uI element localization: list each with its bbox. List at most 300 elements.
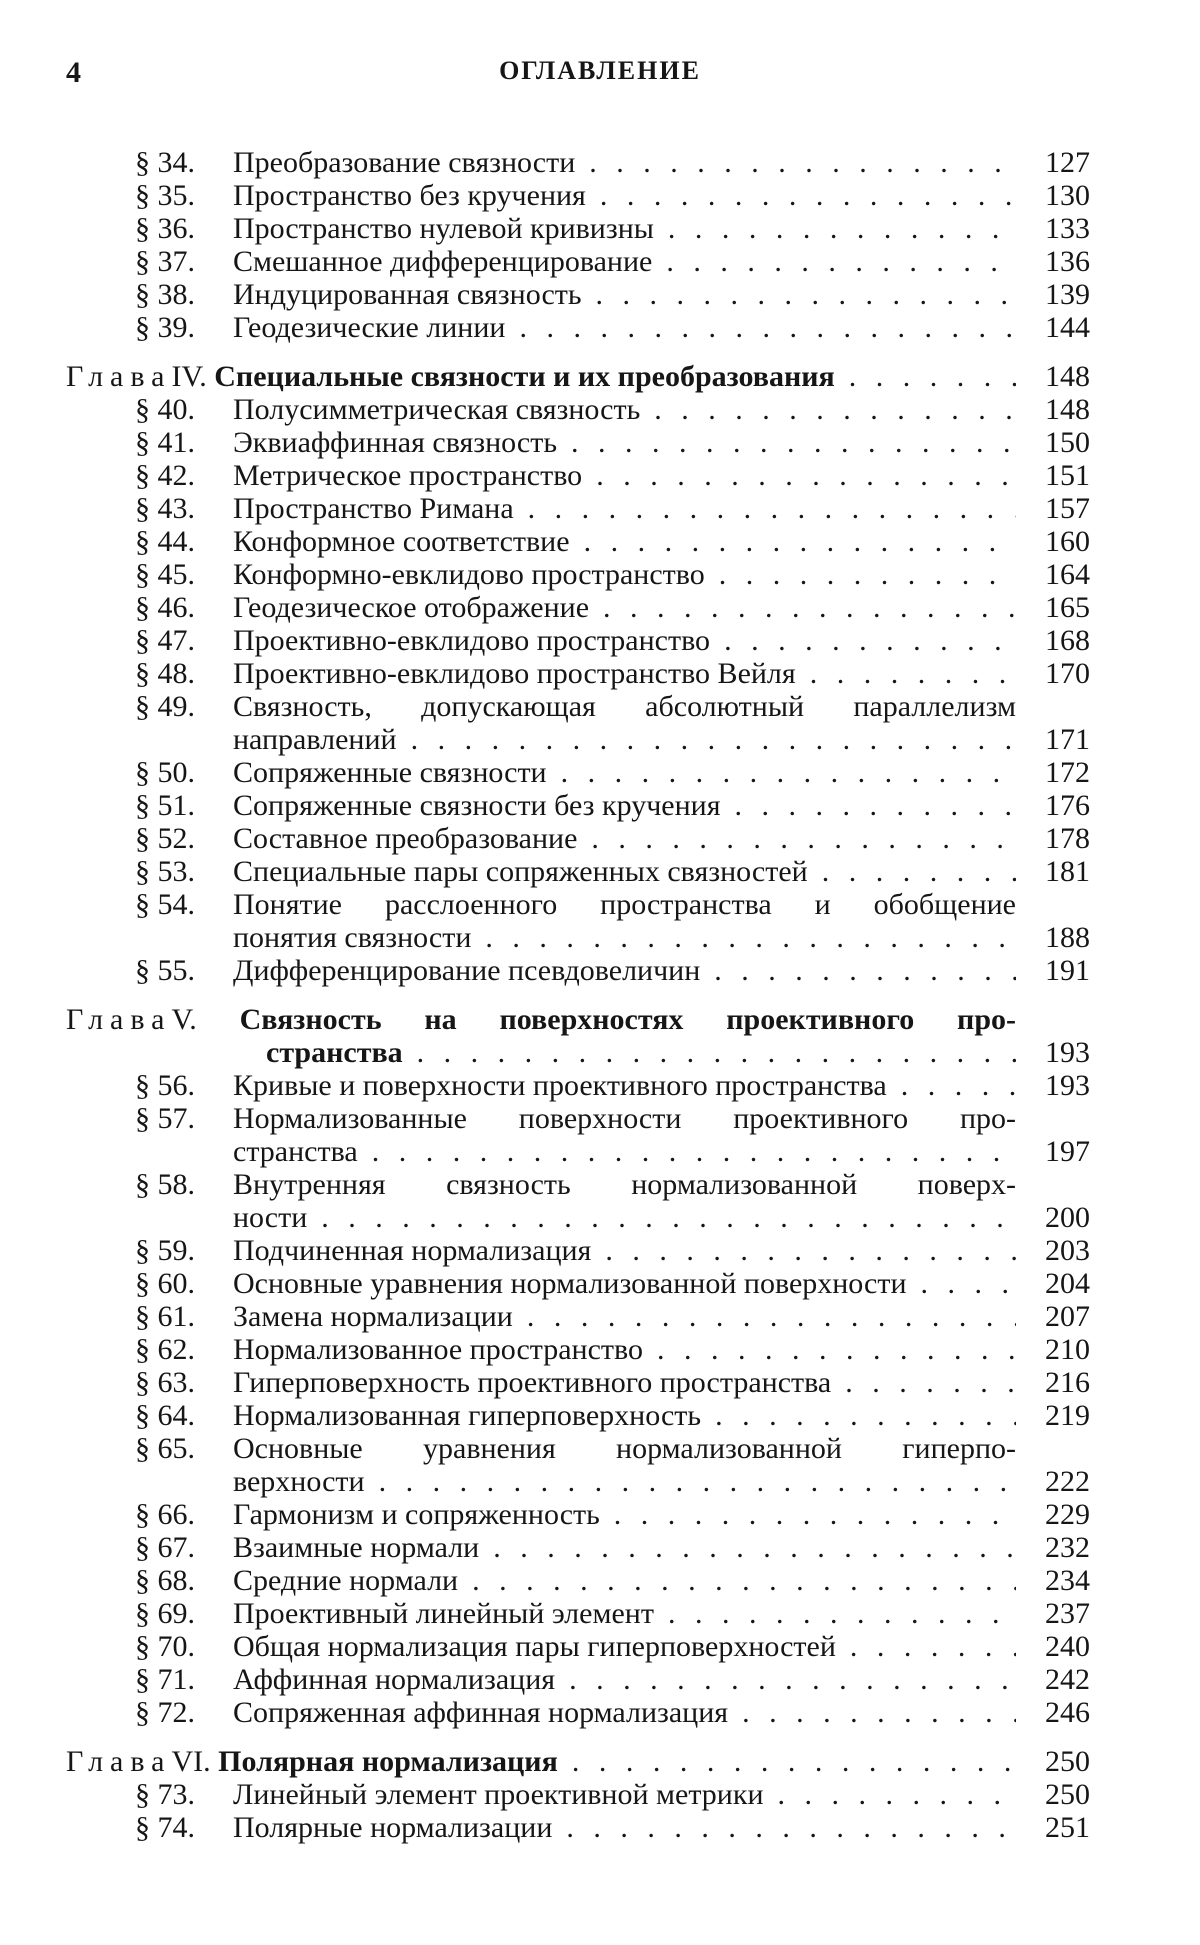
dot-leader <box>721 789 1017 822</box>
toc-section-entry <box>135 1778 1090 1811</box>
entry-title-line <box>233 591 1016 624</box>
page-reference: 164 <box>1045 558 1090 591</box>
page-reference: 160 <box>1045 525 1090 558</box>
chapter-title: Специальные связности и их преобразования <box>206 360 835 393</box>
chapter-label: Глава <box>66 1003 172 1036</box>
toc-entry-body <box>233 558 1016 591</box>
section-title: Связность, допускающая абсолютный параллелизм <box>233 690 1016 723</box>
toc-entry-body <box>233 245 1016 278</box>
section-title: Понятие расслоенного пространства и обобщение <box>233 888 1016 921</box>
toc-section-entry <box>135 146 1090 179</box>
toc-entry-body <box>233 1366 1016 1399</box>
page-reference: 216 <box>1045 1366 1090 1399</box>
section-title: Гармонизм и сопряженность <box>233 1498 600 1531</box>
page-reference: 168 <box>1045 624 1090 657</box>
page-number: 4 <box>66 56 81 89</box>
dot-leader <box>358 1135 1016 1168</box>
toc-entry-body <box>233 954 1016 987</box>
page-reference: 188 <box>1045 921 1090 954</box>
table-of-contents <box>0 146 1200 1844</box>
entry-title-line <box>233 1778 1016 1811</box>
toc-entry-body <box>233 888 1016 954</box>
toc-chapter-entry <box>66 1003 1090 1069</box>
toc-section-entry <box>135 426 1090 459</box>
toc-section-entry <box>135 179 1090 212</box>
section-title: Сопряженные связности <box>233 756 547 789</box>
page-reference: 133 <box>1045 212 1090 245</box>
dot-leader <box>643 1333 1016 1366</box>
section-number: § 67. <box>135 1531 195 1564</box>
dot-leader <box>471 921 1016 954</box>
dot-leader <box>403 1036 1016 1069</box>
toc-section-entry <box>135 690 1090 756</box>
page-reference: 193 <box>1045 1069 1090 1102</box>
toc-entry-body <box>233 311 1016 344</box>
toc-entry-body <box>233 212 1016 245</box>
entry-title-line <box>233 690 1016 723</box>
section-title: странства <box>233 1135 358 1168</box>
page-reference: 157 <box>1045 492 1090 525</box>
page-reference: 250 <box>1045 1745 1090 1778</box>
section-title: понятия связности <box>233 921 472 954</box>
section-title: Эквиаффинная связность <box>233 426 558 459</box>
section-title: направлений <box>233 723 397 756</box>
section-number: § 45. <box>135 558 195 591</box>
entry-title-line <box>233 1630 1016 1663</box>
dot-leader <box>365 1465 1016 1498</box>
entry-title-line <box>233 393 1016 426</box>
dot-leader <box>505 311 1016 344</box>
page-reference: 148 <box>1045 393 1090 426</box>
entry-title-line <box>233 1597 1016 1630</box>
section-title: Индуцированная связность <box>233 278 582 311</box>
dot-leader <box>397 723 1016 756</box>
section-title: Основные уравнения нормализованной поверхности <box>233 1267 907 1300</box>
dot-leader <box>652 245 1016 278</box>
page-reference: 151 <box>1045 459 1090 492</box>
toc-entry-body <box>233 1531 1016 1564</box>
dot-leader <box>728 1696 1016 1729</box>
section-title: Конформное соответствие <box>233 525 570 558</box>
toc-entry-body <box>233 789 1016 822</box>
section-number: § 61. <box>135 1300 195 1333</box>
section-title: Проективно-евклидово пространство Вейля <box>233 657 796 690</box>
entry-title-line <box>233 1102 1016 1135</box>
toc-section-entry <box>135 1333 1090 1366</box>
page-reference: 203 <box>1045 1234 1090 1267</box>
toc-chapter-entry <box>66 1745 1090 1778</box>
page-reference: 240 <box>1045 1630 1090 1663</box>
toc-section-entry <box>135 459 1090 492</box>
dot-leader <box>307 1201 1016 1234</box>
entry-title-line <box>233 1399 1016 1432</box>
dot-leader <box>575 146 1016 179</box>
section-title: ности <box>233 1201 308 1234</box>
toc-section-entry <box>135 1234 1090 1267</box>
toc-entry-body <box>233 1102 1016 1168</box>
page-reference: 130 <box>1045 179 1090 212</box>
section-title: Проективно-евклидово пространство <box>233 624 711 657</box>
section-title: Полярные нормализации <box>233 1811 553 1844</box>
page-reference: 219 <box>1045 1399 1090 1432</box>
section-title: Замена нормализации <box>233 1300 513 1333</box>
toc-entry-body <box>233 1432 1016 1498</box>
dot-leader <box>700 954 1016 987</box>
section-number: § 44. <box>135 525 195 558</box>
page-reference: 178 <box>1045 822 1090 855</box>
chapter-title: странства <box>266 1036 403 1069</box>
section-title: Сопряженная аффинная нормализация <box>233 1696 729 1729</box>
toc-entry-body <box>66 1745 1016 1778</box>
section-number: § 52. <box>135 822 195 855</box>
section-number: § 34. <box>135 146 195 179</box>
toc-section-entry <box>135 591 1090 624</box>
section-title: Геодезическое отображение <box>233 591 590 624</box>
dot-leader <box>513 1300 1016 1333</box>
dot-leader <box>591 1234 1016 1267</box>
dot-leader <box>654 212 1016 245</box>
chapter-gap <box>0 344 1200 360</box>
entry-title-line <box>233 492 1016 525</box>
section-title: Пространство нулевой кривизны <box>233 212 654 245</box>
dot-leader <box>558 1745 1016 1778</box>
toc-entry-body <box>233 426 1016 459</box>
page-reference: 136 <box>1045 245 1090 278</box>
toc-entry-body <box>233 822 1016 855</box>
entry-title-line <box>233 1234 1016 1267</box>
toc-entry-body <box>233 1234 1016 1267</box>
toc-section-entry <box>135 1564 1090 1597</box>
page-reference: 232 <box>1045 1531 1090 1564</box>
entry-title-line <box>233 426 1016 459</box>
page-reference: 139 <box>1045 278 1090 311</box>
chapter-gap <box>0 1729 1200 1745</box>
dot-leader <box>570 525 1016 558</box>
toc-entry-body <box>233 525 1016 558</box>
toc-section-entry <box>135 393 1090 426</box>
dot-leader <box>586 179 1016 212</box>
section-number: § 63. <box>135 1366 195 1399</box>
toc-entry-body <box>233 1333 1016 1366</box>
toc-section-entry <box>135 822 1090 855</box>
section-title: Конформно-евклидово пространство <box>233 558 705 591</box>
section-number: § 53. <box>135 855 195 888</box>
page-reference: 246 <box>1045 1696 1090 1729</box>
chapter-number: IV. <box>171 360 207 393</box>
toc-section-entry <box>135 657 1090 690</box>
section-number: § 64. <box>135 1399 195 1432</box>
page-reference: 191 <box>1045 954 1090 987</box>
section-title: верхности <box>233 1465 365 1498</box>
section-title: Смешанное дифференцирование <box>233 245 653 278</box>
section-title: Пространство без кручения <box>233 179 586 212</box>
toc-section-entry <box>135 1597 1090 1630</box>
page-reference: 242 <box>1045 1663 1090 1696</box>
page-reference: 144 <box>1045 311 1090 344</box>
page-reference: 251 <box>1045 1811 1090 1844</box>
section-title: Составное преобразование <box>233 822 578 855</box>
toc-section-entry <box>135 1102 1090 1168</box>
entry-title-line <box>233 1069 1016 1102</box>
toc-entry-body <box>233 1696 1016 1729</box>
toc-section-entry <box>135 756 1090 789</box>
page-reference: 200 <box>1045 1201 1090 1234</box>
dot-leader <box>835 360 1016 393</box>
section-title: Преобразование связности <box>233 146 576 179</box>
page-reference: 170 <box>1045 657 1090 690</box>
running-head: ОГЛАВЛЕНИЕ <box>499 56 701 85</box>
toc-section-entry <box>135 789 1090 822</box>
section-number: § 38. <box>135 278 195 311</box>
toc-entry-body <box>233 393 1016 426</box>
entry-title-line <box>233 311 1016 344</box>
toc-entry-body <box>233 1069 1016 1102</box>
section-title: Нормализованная гиперповерхность <box>233 1399 702 1432</box>
dot-leader <box>547 756 1016 789</box>
toc-entry-body <box>233 690 1016 756</box>
dot-leader <box>705 558 1016 591</box>
section-title: Внутренняя связность нормализованной поверх- <box>233 1168 1016 1201</box>
toc-entry-body <box>233 1663 1016 1696</box>
toc-section-entry <box>135 558 1090 591</box>
entry-title-line <box>233 245 1016 278</box>
entry-title-line <box>233 1366 1016 1399</box>
section-number: § 74. <box>135 1811 195 1844</box>
toc-chapter-entry <box>66 360 1090 393</box>
toc-entry-body <box>233 855 1016 888</box>
page-reference: 148 <box>1045 360 1090 393</box>
page-reference: 172 <box>1045 756 1090 789</box>
toc-entry-body <box>233 278 1016 311</box>
section-number: § 58. <box>135 1168 195 1201</box>
toc-section-entry <box>135 954 1090 987</box>
section-title: Средние нормали <box>233 1564 459 1597</box>
toc-section-entry <box>135 1531 1090 1564</box>
dot-leader <box>557 426 1016 459</box>
entry-title-line <box>233 855 1016 888</box>
section-title: Метрическое пространство <box>233 459 583 492</box>
toc-section-entry <box>135 1696 1090 1729</box>
dot-leader <box>887 1069 1016 1102</box>
entry-title-line <box>233 954 1016 987</box>
toc-entry-body <box>66 360 1016 393</box>
entry-title-line <box>233 1663 1016 1696</box>
toc-entry-body <box>233 1168 1016 1234</box>
page-reference: 222 <box>1045 1465 1090 1498</box>
section-title: Основные уравнения нормализованной гиперпо- <box>233 1432 1016 1465</box>
toc-section-entry <box>135 1069 1090 1102</box>
entry-title-line <box>233 1333 1016 1366</box>
section-number: § 55. <box>135 954 195 987</box>
entry-title-line <box>66 1745 1016 1778</box>
toc-entry-body <box>233 657 1016 690</box>
page-reference: 181 <box>1045 855 1090 888</box>
section-title: Подчиненная нормализация <box>233 1234 592 1267</box>
entry-title-line <box>233 756 1016 789</box>
entry-title-line <box>233 1135 1016 1168</box>
section-number: § 51. <box>135 789 195 822</box>
section-number: § 37. <box>135 245 195 278</box>
toc-section-entry <box>135 525 1090 558</box>
section-number: § 71. <box>135 1663 195 1696</box>
entry-title-line <box>233 146 1016 179</box>
toc-entry-body <box>233 459 1016 492</box>
dot-leader <box>640 393 1016 426</box>
entry-title-line <box>233 624 1016 657</box>
toc-entry-body <box>233 146 1016 179</box>
section-number: § 72. <box>135 1696 195 1729</box>
section-title: Взаимные нормали <box>233 1531 480 1564</box>
page-reference: 204 <box>1045 1267 1090 1300</box>
toc-section-entry <box>135 1399 1090 1432</box>
dot-leader <box>582 459 1016 492</box>
section-number: § 49. <box>135 690 195 723</box>
toc-section-entry <box>135 1366 1090 1399</box>
dot-leader <box>836 1630 1016 1663</box>
dot-leader <box>654 1597 1016 1630</box>
page-reference: 197 <box>1045 1135 1090 1168</box>
section-title: Общая нормализация пары гиперповерхностей <box>233 1630 836 1663</box>
dot-leader <box>589 591 1016 624</box>
entry-title-line <box>233 212 1016 245</box>
toc-section-entry <box>135 1432 1090 1498</box>
chapter-gap <box>0 987 1200 1003</box>
toc-section-entry <box>135 855 1090 888</box>
toc-entry-body <box>233 1399 1016 1432</box>
section-title: Сопряженные связности без кручения <box>233 789 721 822</box>
section-title: Полусимметрическая связность <box>233 393 641 426</box>
toc-section-entry <box>135 311 1090 344</box>
entry-title-line <box>233 1498 1016 1531</box>
dot-leader <box>831 1366 1016 1399</box>
toc-entry-body <box>233 756 1016 789</box>
section-number: § 42. <box>135 459 195 492</box>
dot-leader <box>555 1663 1016 1696</box>
entry-title-line <box>66 1003 1016 1036</box>
section-title: Геодезические линии <box>233 311 506 344</box>
entry-title-line <box>233 1300 1016 1333</box>
entry-title-line <box>233 278 1016 311</box>
section-title: Аффинная нормализация <box>233 1663 556 1696</box>
toc-section-entry <box>135 1663 1090 1696</box>
dot-leader <box>796 657 1016 690</box>
section-number: § 70. <box>135 1630 195 1663</box>
dot-leader <box>808 855 1016 888</box>
dot-leader <box>479 1531 1016 1564</box>
entry-title-line <box>233 1168 1016 1201</box>
section-number: § 39. <box>135 311 195 344</box>
entry-title-line <box>233 1267 1016 1300</box>
toc-entry-body <box>233 1300 1016 1333</box>
entry-title-line <box>233 1531 1016 1564</box>
section-number: § 62. <box>135 1333 195 1366</box>
toc-section-entry <box>135 492 1090 525</box>
toc-entry-body <box>233 1597 1016 1630</box>
entry-title-line <box>233 1811 1016 1844</box>
section-number: § 65. <box>135 1432 195 1465</box>
section-number: § 48. <box>135 657 195 690</box>
entry-title-line <box>233 1201 1016 1234</box>
toc-section-entry <box>135 212 1090 245</box>
entry-title-line <box>233 723 1016 756</box>
toc-entry-body <box>233 1564 1016 1597</box>
toc-section-entry <box>135 624 1090 657</box>
entry-title-line <box>233 789 1016 822</box>
dot-leader <box>514 492 1016 525</box>
entry-title-line <box>233 921 1016 954</box>
chapter-label: Глава <box>66 1745 172 1778</box>
entry-title-line <box>66 1036 1016 1069</box>
toc-section-entry <box>135 1498 1090 1531</box>
dot-leader <box>577 822 1016 855</box>
entry-title-line <box>233 888 1016 921</box>
entry-title-line <box>233 1432 1016 1465</box>
section-title: Проективный линейный элемент <box>233 1597 654 1630</box>
chapter-label: Глава <box>66 360 172 393</box>
section-number: § 59. <box>135 1234 195 1267</box>
entry-title-line <box>233 1564 1016 1597</box>
toc-entry-body <box>233 624 1016 657</box>
entry-title-line <box>233 179 1016 212</box>
chapter-number: V. <box>171 1003 197 1036</box>
page-reference: 165 <box>1045 591 1090 624</box>
dot-leader <box>710 624 1016 657</box>
entry-title-line <box>233 657 1016 690</box>
toc-entry-body <box>233 1630 1016 1663</box>
section-title: Нормализованное пространство <box>233 1333 643 1366</box>
toc-section-entry <box>135 1168 1090 1234</box>
section-number: § 66. <box>135 1498 195 1531</box>
chapter-number: VI. <box>171 1745 211 1778</box>
section-number: § 69. <box>135 1597 195 1630</box>
section-title: Нормализованные поверхности проективного про- <box>233 1102 1016 1135</box>
section-number: § 36. <box>135 212 195 245</box>
section-number: § 68. <box>135 1564 195 1597</box>
toc-entry-body <box>233 1267 1016 1300</box>
entry-title-line <box>233 1465 1016 1498</box>
page-reference: 234 <box>1045 1564 1090 1597</box>
section-number: § 73. <box>135 1778 195 1811</box>
page-reference: 176 <box>1045 789 1090 822</box>
section-number: § 54. <box>135 888 195 921</box>
page-reference: 229 <box>1045 1498 1090 1531</box>
toc-entry-body <box>233 591 1016 624</box>
toc-entry-body <box>233 492 1016 525</box>
section-title: Линейный элемент проективной метрики <box>233 1778 764 1811</box>
section-number: § 56. <box>135 1069 195 1102</box>
toc-section-entry <box>135 1811 1090 1844</box>
toc-entry-body <box>233 1811 1016 1844</box>
page-reference: 193 <box>1045 1036 1090 1069</box>
toc-section-entry <box>135 1300 1090 1333</box>
section-title: Пространство Римана <box>233 492 514 525</box>
dot-leader <box>701 1399 1016 1432</box>
toc-section-entry <box>135 278 1090 311</box>
dot-leader <box>582 278 1016 311</box>
toc-section-entry <box>135 1267 1090 1300</box>
section-title: Дифференцирование псевдовеличин <box>233 954 701 987</box>
section-number: § 60. <box>135 1267 195 1300</box>
section-number: § 57. <box>135 1102 195 1135</box>
dot-leader <box>458 1564 1016 1597</box>
chapter-title: Полярная нормализация <box>210 1745 558 1778</box>
toc-entry-body <box>233 1778 1016 1811</box>
section-number: § 40. <box>135 393 195 426</box>
dot-leader <box>552 1811 1016 1844</box>
dot-leader <box>907 1267 1016 1300</box>
page-reference: 171 <box>1045 723 1090 756</box>
page-reference: 210 <box>1045 1333 1090 1366</box>
